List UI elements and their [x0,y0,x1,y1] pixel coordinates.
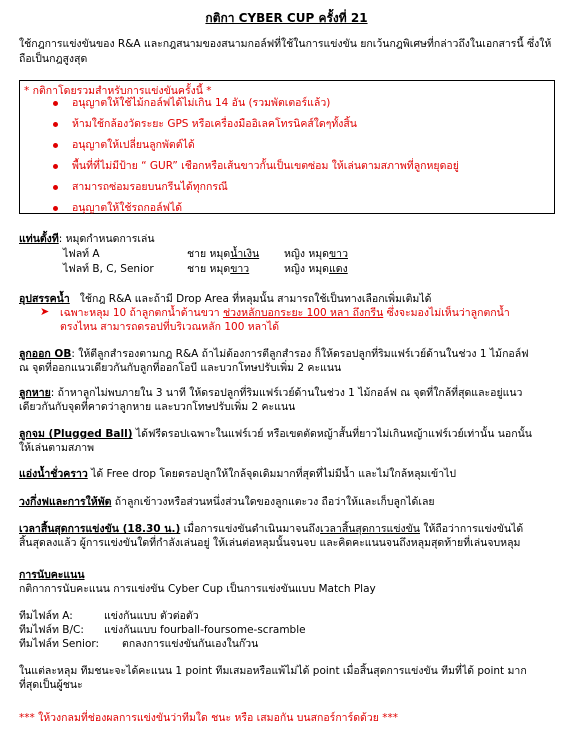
tees-desc: : หมุดกำหนดการเล่น [58,233,155,245]
scoring-flight-senior-label: ทีมไฟล์ท Senior: [19,638,100,650]
plugged-section: ลูกจม (Plugged Ball) ได้ฟรีดรอปเฉพาะในแฟร์เวย์ หรือเขตตัดหญ้าสั้นที่ยาวไม่เกินหญ้าแฟร์เวย์เท่านั้น นอกนั้น [19,428,532,440]
bullet-icon [53,143,58,148]
water-hazard-note: เฉพาะหลุม 10 ถ้าลูกตกน้ำด้านขวา ช่วงหลักบอกระยะ 100 หลา ถึงกรีน ซึ่งจะมองไม่เห็นว่าลูกตกน้ำ [60,307,510,319]
list-item: สามารถซ่อมรอยบนกรีนได้ทุกกรณี [20,180,459,201]
plugged-heading: ลูกจม (Plugged Ball) [19,428,133,440]
intro-paragraph: ใช้กฎการแข่งขันของ R&A และกฎสนามของสนามกอล์ฟที่ใช้ในการแข่งขัน ยกเว้นกฎพิเศษที่กล่าวถึงในเอกสารนี้ ซึ่งให้ถือเป็นกฎสูงสุด [19,38,552,65]
lost-section: ลูกหาย: ถ้าหาลูกไม่พบภายใน 3 นาที ให้ดรอปลูกที่ริมแฟร์เวย์ด้านในช่วง 1 ไม้กอล์ฟ ณ จุดที่ใกล้ที่สุดและอยู่แนว [19,387,523,399]
water-hazard-text: ใช้กฎ R&A และถ้ามี Drop Area ที่หลุมนั้น สามารถใช้เป็นทางเลือกเพิ่มเติมได้ [79,293,432,305]
bullet-icon [53,185,58,190]
scoring-points-1: ในแต่ละหลุม ทีมชนะจะได้คะแนน 1 point ทีมเสมอหรือแพ้ไม่ได้ point เมื่อสิ้นสุดการแข่งขัน ทีมที่ได้ point มาก [19,665,527,677]
water-hazard-note-2: ตรงไหน สามารถดรอปที่บริเวณหลัก 100 หลาได้ [60,321,280,333]
water-hazard-heading: อุปสรรคน้ำ [19,293,70,305]
time-limit-section: เวลาสิ้นสุดการแข่งขัน (18.30 น.) เมื่อการแข่งขันดำเนินมาจนถึงเวลาสิ้นสุดการแข่งขัน ให้ถือว่าการแข่งขันได้ [19,523,524,535]
tees-b-men: ชาย หมุดขาว [187,263,250,275]
bullet-icon [53,206,58,211]
gimme-heading: วงกึ่งฟและการให้พัต [19,496,112,508]
arrow-icon: ➤ [40,305,50,318]
list-item: อนุญาตให้ใช้ไม้กอล์ฟได้ไม่เกิน 14 อัน (รวมพัตเตอร์แล้ว) [20,96,459,117]
list-item: ห้ามใช้กล้องวัดระยะ GPS หรือเครื่องมืออิเลคโทรนิคส์ใดๆทั้งสิ้น [20,117,459,138]
footer-note: *** ให้วงกลมที่ช่องผลการแข่งขันว่าทีมใด ชนะ หรือ เสมอกัน บนสกอร์การ์ดด้วย *** [19,712,398,724]
ob-heading: ลูกออก OB [19,348,72,360]
bullet-icon [53,164,58,169]
page-title: กติกา CYBER CUP ครั้งที่ 21 [205,11,368,25]
tees-a-men: ชาย หมุดน้ำเงิน [187,248,260,260]
scoring-flight-a-label: ทีมไฟล์ท A: [19,610,73,622]
tees-b-women: หญิง หมุดแดง [284,263,348,275]
plugged-text-2: ให้เล่นตามสภาพ [19,442,95,454]
tees-flight-b: ไฟลท์ B, C, Senior [63,263,154,275]
bullet-icon [53,122,58,127]
time-limit-heading: เวลาสิ้นสุดการแข่งขัน (18.30 น.) [19,523,181,535]
general-rules-list [20,96,459,222]
scoring-heading: การนับคะแนน [19,569,85,581]
scoring-points-2: ที่สุดเป็นผู้ชนะ [19,679,83,691]
general-rules-heading: * กติกาโดยรวมสำหรับการแข่งขันครั้งนี้ * [24,85,212,97]
scoring-flight-bc-desc: แข่งกันแบบ fourball-foursome-scramble [104,624,306,636]
water-hazard-section [19,292,431,306]
general-rules-box [19,80,555,214]
tees-flight-a: ไฟลท์ A [63,248,100,260]
list-item: อนุญาตให้ใช้รถกอล์ฟได้ [20,201,459,222]
lost-heading: ลูกหาย [19,387,51,399]
ob-section: ลูกออก OB: ให้ตีลูกสำรองตามกฎ R&A ถ้าไม่ต้องการตีลูกสำรอง ก็ให้ดรอปลูกที่ริมแฟร์เวย์ด้านในช่วง 1 ไม้กอล์ฟ [19,348,529,360]
temp-water-heading: แอ่งน้ำชั่วคราว [19,468,88,480]
scoring-line-1: กติกาการนับคะแนน การแข่งขัน Cyber Cup เป็นการแข่งขันแบบ Match Play [19,583,376,595]
scoring-flight-senior-desc: ตกลงการแข่งขันกันเองในก๊วน [122,638,259,650]
ob-text-2: ณ จุดที่ออกแนวเดียวกันกับลูกที่ออกโอบี และบวกโทษปรับเพิ่ม 2 คะแนน [19,362,342,374]
time-limit-text-2: สิ้นสุดลงแล้ว ผู้การแข่งขันใดที่กำลังเล่นอยู่ ให้เล่นต่อหลุมนั้นจนจบ และคิดคะแนนจนถึงหลุมสุดท้ายที่เล่นจบหลุม [19,537,521,549]
scoring-flight-bc-label: ทีมไฟล์ท B/C: [19,624,84,636]
tees-heading: แท่นตั้งที [19,233,59,245]
lost-text-2: เดียวกันกับจุดที่คาดว่าลูกหาย และบวกโทษปรับเพิ่ม 2 คะแนน [19,401,296,413]
scoring-flight-a-desc: แข่งกันแบบ ตัวต่อตัว [104,610,199,622]
bullet-icon [53,101,58,106]
tees-section [19,232,155,246]
tees-a-women: หญิง หมุดขาว [284,248,348,260]
list-item: อนุญาตให้เปลี่ยนลูกพัตต์ได้ [20,138,459,159]
temp-water-section: แอ่งน้ำชั่วคราว ได้ Free drop โดยดรอปลูกให้ใกล้จุดเดิมมากที่สุดที่ไม่มีน้ำ และไม่ใกล้หลุมเข้าไป [19,468,457,480]
list-item: พื้นที่ที่ไม่มีป้าย “ GUR” เชือกหรือเส้นขาวกั้นเป็นเขตซ่อม ให้เล่นตามสภาพที่ลูกหยุดอยู่ [20,159,459,180]
gimme-section: วงกึ่งฟและการให้พัต ถ้าลูกเข้าวงหรือส่วนหนึ่งส่วนใดของลูกแตะวง ถือว่าให้และเก็บลูกได้เลย [19,496,435,508]
